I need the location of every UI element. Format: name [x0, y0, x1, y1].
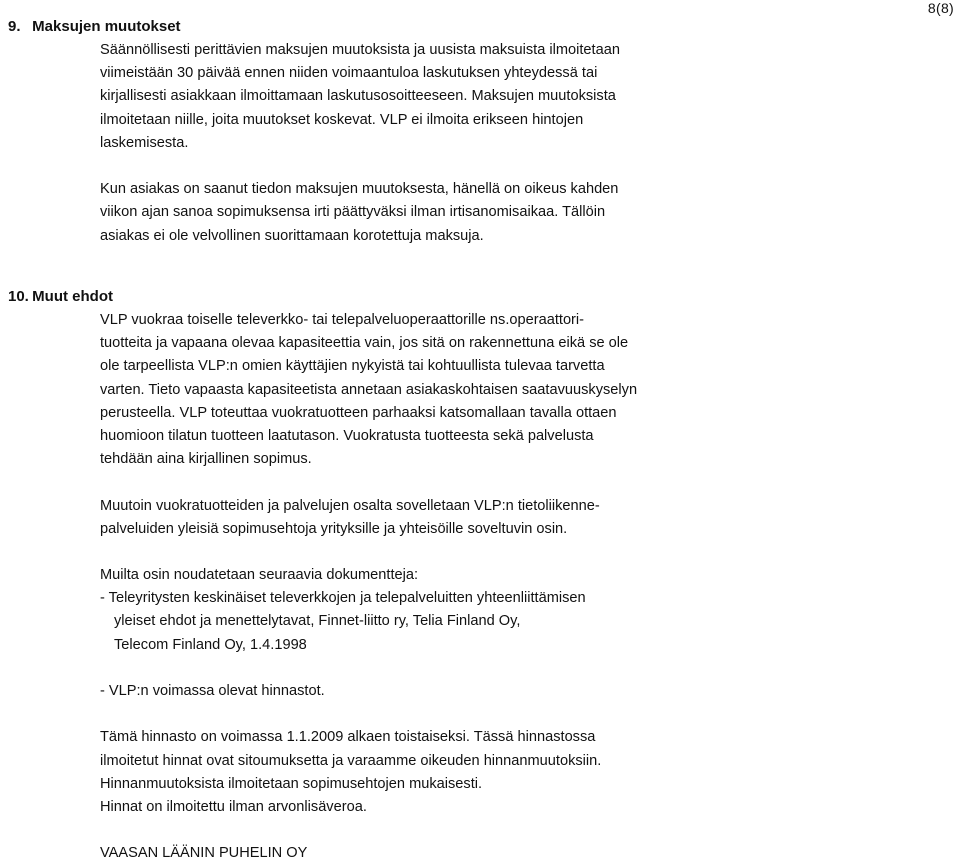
paragraph-line: palveluiden yleisiä sopimusehtoja yrityksille ja yhteisöille soveltuvin osin. — [100, 520, 568, 537]
paragraph-line: tehdään aina kirjallinen sopimus. — [100, 451, 312, 468]
paragraph-line: Tämä hinnasto on voimassa 1.1.2009 alkaen toistaiseksi. Tässä hinnastossa — [100, 729, 596, 746]
paragraph-line: ole tarpeellista VLP:n omien käyttäjien nykyistä tai kohtuullista tulevaa tarvetta — [100, 358, 605, 375]
validity-paragraph — [100, 726, 960, 819]
spacer — [100, 657, 960, 680]
paragraph-line: tuotteita ja vapaana olevaa kapasiteettia vain, jos sitä on rakennettuna eikä se ole — [100, 335, 629, 352]
section-9-title: Maksujen muutokset — [32, 18, 181, 35]
spacer — [100, 703, 960, 726]
document-item-1-line: yleiset ehdot ja menettelytavat, Finnet-liitto ry, Telia Finland Oy, — [114, 613, 521, 630]
section-10-paragraph-1 — [100, 309, 960, 471]
paragraph-line: ilmoitetaan niille, joita muutokset koskevat. VLP ei ilmoita erikseen hintojen — [100, 111, 584, 128]
documents-list — [100, 564, 960, 703]
paragraph-line: Kun asiakas on saanut tiedon maksujen muutoksesta, hänellä on oikeus kahden — [100, 181, 619, 198]
section-9-heading — [8, 18, 181, 35]
paragraph-line: varten. Tieto vapaasta kapasiteetista annetaan asiakaskohtaisen saatavuuskyselyn — [100, 381, 638, 398]
section-9-paragraph-2 — [100, 178, 960, 248]
paragraph-line: Muutoin vuokratuotteiden ja palvelujen osalta sovelletaan VLP:n tietoliikenne- — [100, 497, 600, 514]
spacer — [100, 155, 960, 178]
paragraph-line: Hinnanmuutoksista ilmoitetaan sopimusehtojen mukaisesti. — [100, 775, 483, 792]
documents-intro: Muilta osin noudatetaan seuraavia dokumentteja: — [100, 567, 419, 584]
paragraph-line: perusteella. VLP toteuttaa vuokratuotteen parhaaksi katsomallaan tavalla ottaen — [100, 404, 617, 421]
section-10-number: 10. — [8, 288, 29, 305]
paragraph-line: viikon ajan sanoa sopimuksensa irti päättyväksi ilman irtisanomisaikaa. Tällöin — [100, 204, 606, 221]
spacer — [100, 541, 960, 564]
paragraph-line: ilmoitetut hinnat ovat sitoumuksetta ja varaamme oikeuden hinnanmuutoksiin. — [100, 752, 602, 769]
document-item-1-line: Telecom Finland Oy, 1.4.1998 — [114, 636, 307, 653]
spacer — [100, 471, 960, 494]
section-10-body — [100, 309, 960, 866]
paragraph-line: viimeistään 30 päivää ennen niiden voimaantuloa laskutuksen yhteydessä tai — [100, 65, 598, 82]
page-number: 8(8) — [927, 0, 954, 16]
paragraph-line: kirjallisesti asiakkaan ilmoittamaan laskutusosoitteeseen. Maksujen muutoksista — [100, 88, 616, 105]
paragraph-line: laskemisesta. — [100, 134, 189, 151]
paragraph-line: Hinnat on ilmoitettu ilman arvonlisäveroa. — [100, 798, 367, 815]
section-9-number: 9. — [8, 18, 21, 35]
document-item-1-line: - Teleyritysten keskinäiset televerkkojen ja telepalveluitten yhteenliittämisen — [100, 590, 586, 607]
section-10-heading — [8, 288, 113, 305]
section-9-paragraph-1 — [100, 39, 960, 155]
paragraph-line: huomioon tilatun tuotteen laatutason. Vuokratusta tuotteesta sekä palvelusta — [100, 427, 594, 444]
section-9-body — [100, 39, 960, 248]
document-item-2: - VLP:n voimassa olevat hinnastot. — [100, 683, 325, 699]
paragraph-line: VLP vuokraa toiselle televerkko- tai telepalveluoperaattorille ns.operaattori- — [100, 312, 585, 328]
paragraph-line: Säännöllisesti perittävien maksujen muutoksista ja uusista maksuista ilmoitetaan — [100, 42, 620, 58]
section-10-title: Muut ehdot — [32, 288, 113, 305]
section-10-paragraph-2 — [100, 495, 960, 541]
paragraph-line: asiakas ei ole velvollinen suorittamaan korotettuja maksuja. — [100, 227, 484, 244]
company-name: VAASAN LÄÄNIN PUHELIN OY — [100, 845, 308, 862]
